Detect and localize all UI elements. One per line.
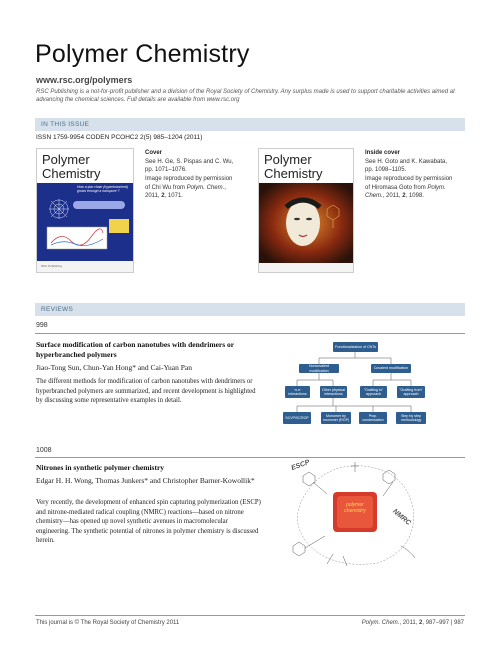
diagram-node: Step by step methodology (396, 412, 426, 424)
inside-cover-caption: Inside cover See H. Goto and K. Kawabata, pp. 1098–1105. Image reproduced by permission of Hiromasa Goto from Polym. Chem., 2011, 2, 1098. (365, 149, 455, 201)
article-page-number[interactable]: 1008 (36, 447, 52, 454)
reviews-bar: REVIEWS (35, 303, 465, 316)
diagram-node-root: Functionalization of CNTs (333, 342, 378, 352)
inside-cover-image (258, 148, 354, 273)
article-title[interactable]: Nitrones in synthetic polymer chemistry (36, 463, 165, 472)
diagram-node: SCVP/SCROP (283, 412, 311, 424)
article-abstract: Very recently, the development of enhanced spin capturing polymerization (ESCP) and nitrone-mediated radical coupling (NMRC) reactions—based on nitrone chemistry—has opened up novel synthetic avenues in macromolecular engineering. The synthetic potential of nitrones in polymer chemistry is discussed herein. (36, 499, 261, 545)
article-page-number[interactable]: 998 (36, 322, 48, 329)
footer-divider (35, 615, 465, 616)
article-authors: Jiao-Tong Sun, Chun-Yan Hong* and Cai-Yuan Pan (36, 363, 192, 372)
ring-label: ESCP (290, 458, 311, 473)
diagram-node: Monomer by monomer (ROP) (322, 413, 350, 422)
article-title[interactable]: Surface modification of carbon nanotubes with dendrimers or hyperbranched polymers (36, 340, 234, 360)
diagram-node: Covalent modification (371, 364, 411, 373)
cover-image-title: Polymer Chemistry (42, 152, 101, 181)
ring-label: NMRC (391, 508, 412, 527)
footer-copyright: This journal is © The Royal Society of Chemistry 2011 (36, 620, 180, 626)
diagram-node: Other physical interactions (320, 386, 347, 398)
cnt-functionalization-diagram (283, 342, 428, 430)
cover-heading: Cover (145, 150, 163, 156)
cover-artwork (37, 149, 134, 273)
cover-image (36, 148, 134, 273)
diagram-node: "Grafting to" approach (360, 386, 387, 398)
diagram-node: Noncovalent modification (299, 364, 339, 373)
article-divider (35, 333, 465, 334)
inside-cover-artwork (259, 149, 354, 273)
publisher-note: RSC Publishing is a not-for-profit publisher and a division of the Royal Society of Chemistry. Any surplus made is used to support charitable activities aimed at advancing the chemical sciences. Full details are available from www.rsc.org (36, 89, 455, 104)
issn-line: ISSN 1759-9954 CODEN PCOHC2 2(5) 985–1204 (2011) (36, 134, 203, 141)
ring-center-label: polymer chemistry (344, 502, 366, 514)
nitrone-ring-figure (283, 458, 428, 570)
cover-bubble-text: How a star chain (hyperbranched) grows through a nanopore ? (77, 185, 129, 194)
inside-cover-image-title: Polymer Chemistry (264, 152, 323, 181)
in-this-issue-bar: IN THIS ISSUE (35, 118, 465, 131)
inside-cover-heading: Inside cover (365, 150, 401, 156)
cover-caption: Cover See H. Ge, S. Pispas and C. Wu, pp. 1071–1076. Image reproduced by permission of Chi Wu from Polym. Chem., 2011, 2, 1071. (145, 150, 234, 200)
diagram-node: "Grafting from" approach (397, 386, 425, 398)
article-authors: Edgar H. H. Wong, Thomas Junkers* and Christopher Barner-Kowollik* (36, 476, 255, 485)
ring-artwork (283, 458, 428, 570)
footer-citation: Polym. Chem., 2011, 2, 987–997 | 987 (361, 620, 464, 626)
svg-text:RSC Publishing: RSC Publishing (41, 264, 63, 268)
article-abstract: The different methods for modification of carbon nanotubes with dendrimers or hyperbranched polymers are summarized, and recent development is highlighted by discussing some representative examples in detail. (36, 378, 256, 405)
journal-url[interactable]: www.rsc.org/polymers (36, 75, 133, 85)
journal-title: Polymer Chemistry (35, 40, 250, 68)
diagram-node: Prop. condensation (359, 412, 387, 424)
diagram-node: π-π interactions (285, 386, 310, 398)
